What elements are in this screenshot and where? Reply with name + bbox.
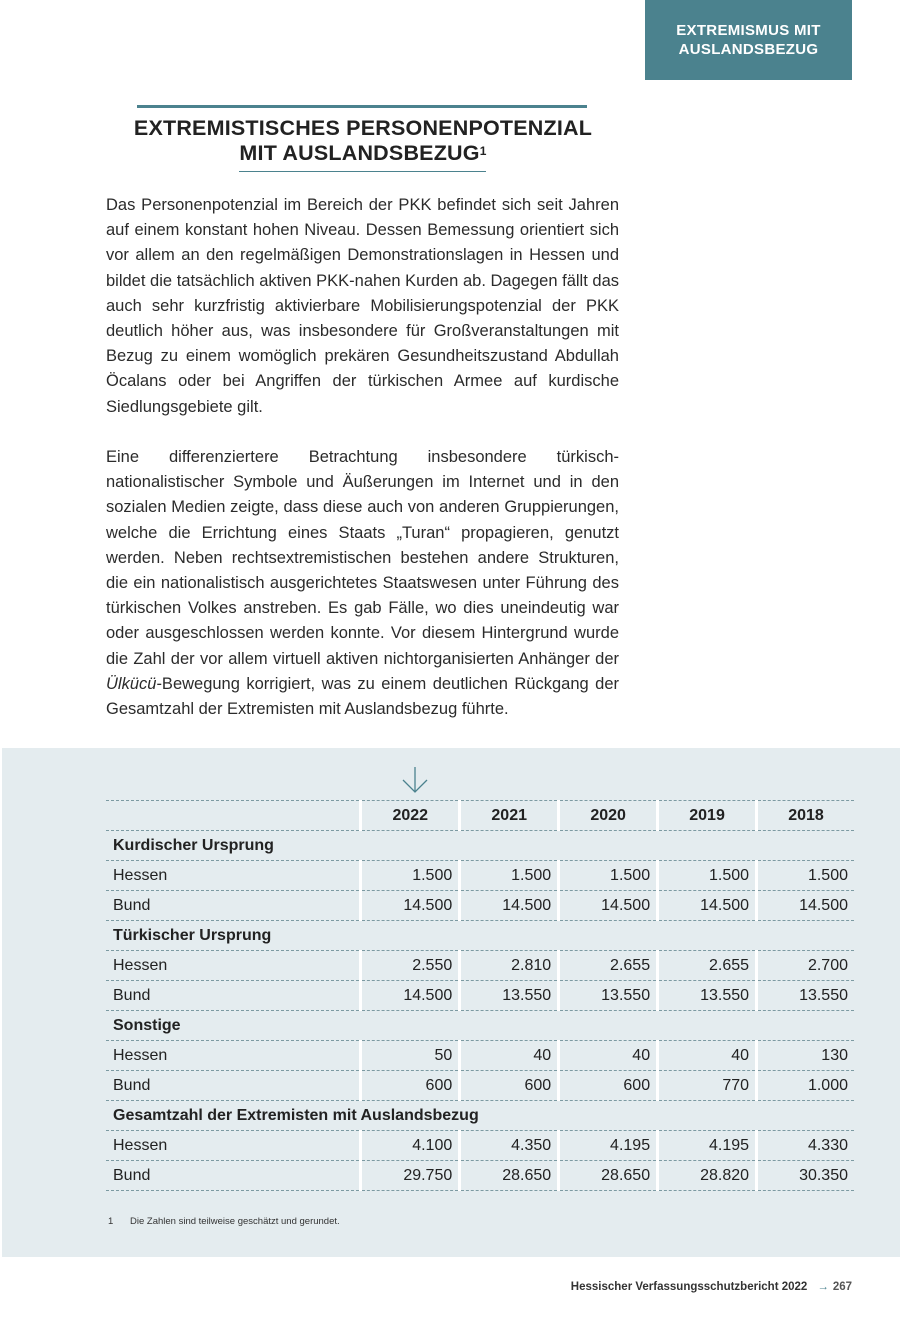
footnote-text: Die Zahlen sind teilweise geschätzt und gerundet. (130, 1216, 340, 1227)
value-cell: 600 (361, 1071, 460, 1101)
row-label: Bund (106, 891, 361, 921)
body-paragraph-1: Das Personenpotenzial im Bereich der PKK befindet sich seit Jahren auf einem konstant hohen Niveau. Dessen Bemessung orientiert sich vor allem an den regelmäßigen Demonstrationslagen in Hessen und bildet die tatsächlich aktiven PKK-nahen Kurden ab. Dagegen fällt das auch sehr kurzfristig aktivierbare Mobilisierungspotenzial der PKK deutlich höher aus, was insbesondere für Großveranstaltungen mit Bezug zu einem womöglich prekären Gesundheitszustand Abdullah Öcalans oder bei Angriffen der türkischen Armee auf kurdische Siedlungsgebiete gilt. (106, 196, 619, 416)
page-number: 267 (832, 1281, 852, 1293)
table-row (106, 861, 854, 891)
paragraph-2-italic: Ülkücü (106, 674, 157, 693)
value-cell: 28.650 (559, 1161, 658, 1191)
value-cell: 1.000 (757, 1071, 854, 1101)
value-cell: 13.550 (559, 981, 658, 1011)
value-cell: 14.500 (361, 891, 460, 921)
group-title: Kurdischer Ursprung (106, 831, 854, 861)
value-cell: 14.500 (658, 891, 757, 921)
value-cell: 1.500 (460, 861, 559, 891)
value-cell: 29.750 (361, 1161, 460, 1191)
paragraph-2-text-a: Eine differenziertere Betrachtung insbesondere türkisch-nationalistischer Symbole und Äußerungen im Internet und in den sozialen Medien zeigte, dass diese auch von anderen Gruppierungen, welche die Errichtung eines Staats „Turan“ propagieren, genutzt werden. Neben rechtsextremistischen bestehen andere Strukturen, die ein nationalistisch ausgerichtetes Staatswesen unter Führung des türkischen Volkes anstreben. Es gab Fälle, wo dies uneindeutig war oder ausgeschlossen werden konnte. Vor diesem Hintergrund wurde die Zahl der vor allem virtuell aktiven nichtorganisierten Anhänger der (106, 448, 619, 668)
table-row (106, 981, 854, 1011)
value-cell: 28.650 (460, 1161, 559, 1191)
value-cell: 2.550 (361, 951, 460, 981)
header-blank-cell (106, 801, 361, 831)
value-cell: 40 (658, 1041, 757, 1071)
value-cell: 40 (460, 1041, 559, 1071)
value-cell: 2.700 (757, 951, 854, 981)
row-label: Hessen (106, 951, 361, 981)
table-row (106, 1071, 854, 1101)
table-row (106, 1041, 854, 1071)
table-header-row (106, 801, 854, 831)
section-tab (645, 0, 852, 80)
heading-bottom-rule (239, 171, 486, 172)
table-row (106, 1131, 854, 1161)
footer-publication: Hessischer Verfassungsschutzbericht 2022 (570, 1281, 808, 1293)
value-cell: 2.655 (559, 951, 658, 981)
row-label: Hessen (106, 861, 361, 891)
table-group-row (106, 1011, 854, 1041)
heading-line2: MIT AUSLANDSBEZUG (239, 141, 480, 165)
year-header: 2020 (559, 801, 658, 831)
value-cell: 13.550 (460, 981, 559, 1011)
value-cell: 4.330 (757, 1131, 854, 1161)
heading-top-rule (137, 105, 587, 108)
heading-line1: EXTREMISTISCHES PERSONENPOTENZIAL (133, 116, 593, 140)
heading-line2-wrap (106, 141, 620, 166)
value-cell: 4.195 (559, 1131, 658, 1161)
group-title: Sonstige (106, 1011, 854, 1041)
table-group-row (106, 831, 854, 861)
value-cell: 4.195 (658, 1131, 757, 1161)
group-title: Gesamtzahl der Extremisten mit Auslandsbezug (106, 1101, 854, 1131)
table-row (106, 1161, 854, 1191)
value-cell: 1.500 (559, 861, 658, 891)
arrow-down-icon (400, 766, 430, 794)
paragraph-2-text-b: -Bewegung korrigiert, was zu einem deutlichen Rückgang der Gesamtzahl der Extremisten mit Auslandsbezug führte. (106, 674, 619, 719)
value-cell: 770 (658, 1071, 757, 1101)
value-cell: 40 (559, 1041, 658, 1071)
heading-footnote-ref: 1 (479, 144, 487, 158)
arrow-right-icon: → (817, 1281, 829, 1293)
row-label: Bund (106, 981, 361, 1011)
value-cell: 600 (460, 1071, 559, 1101)
value-cell: 50 (361, 1041, 460, 1071)
value-cell: 600 (559, 1071, 658, 1101)
year-header: 2019 (658, 801, 757, 831)
table-group-row (106, 1101, 854, 1131)
body-paragraph-2 (106, 445, 619, 722)
value-cell: 4.350 (460, 1131, 559, 1161)
table-row (106, 891, 854, 921)
value-cell: 30.350 (757, 1161, 854, 1191)
group-title: Türkischer Ursprung (106, 921, 854, 951)
row-label: Bund (106, 1161, 361, 1191)
value-cell: 14.500 (460, 891, 559, 921)
footnote (108, 1216, 340, 1227)
page-footer (571, 1281, 852, 1293)
value-cell: 28.820 (658, 1161, 757, 1191)
extremist-potential-table (106, 800, 854, 1191)
value-cell: 4.100 (361, 1131, 460, 1161)
value-cell: 1.500 (361, 861, 460, 891)
table-group-row (106, 921, 854, 951)
year-header: 2021 (460, 801, 559, 831)
year-header: 2018 (757, 801, 854, 831)
value-cell: 2.810 (460, 951, 559, 981)
table-row (106, 951, 854, 981)
section-tab-line1: EXTREMISMUS MIT (676, 22, 821, 39)
value-cell: 13.550 (757, 981, 854, 1011)
section-tab-line2: AUSLANDSBEZUG (678, 41, 819, 58)
page-heading (106, 116, 620, 166)
value-cell: 14.500 (361, 981, 460, 1011)
value-cell: 2.655 (658, 951, 757, 981)
row-label: Bund (106, 1071, 361, 1101)
row-label: Hessen (106, 1131, 361, 1161)
value-cell: 14.500 (757, 891, 854, 921)
value-cell: 1.500 (658, 861, 757, 891)
value-cell: 1.500 (757, 861, 854, 891)
value-cell: 130 (757, 1041, 854, 1071)
year-header: 2022 (361, 801, 460, 831)
row-label: Hessen (106, 1041, 361, 1071)
footnote-number: 1 (108, 1216, 114, 1227)
value-cell: 13.550 (658, 981, 757, 1011)
value-cell: 14.500 (559, 891, 658, 921)
